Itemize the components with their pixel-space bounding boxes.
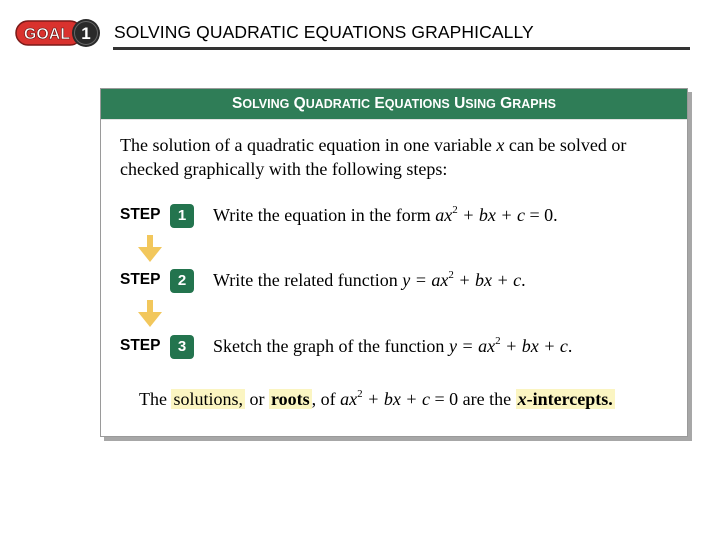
goal-label: GOAL bbox=[23, 26, 71, 43]
down-arrow-icon bbox=[137, 300, 163, 328]
highlight-solutions: solutions, bbox=[173, 389, 243, 409]
card-header-title: SOLVING QUADRATIC EQUATIONS USING GRAPHS bbox=[232, 95, 556, 112]
step-number-box: 3 bbox=[170, 335, 194, 359]
intro-variable: x bbox=[496, 135, 505, 155]
page-title: SOLVING QUADRATIC EQUATIONS GRAPHICALLY bbox=[114, 22, 534, 42]
step-number-box: 2 bbox=[170, 269, 194, 293]
intro-text-2: can be solved or checked graphically with the following steps: bbox=[120, 135, 627, 179]
step-number-box: 1 bbox=[170, 204, 194, 228]
step-text: Write the related function $y = ax^2$ + bx + c. bbox=[213, 269, 526, 290]
step-label: STEP bbox=[120, 271, 161, 288]
step-label: STEP bbox=[120, 337, 161, 354]
highlight-roots: roots bbox=[271, 389, 310, 409]
content-card bbox=[100, 88, 688, 437]
step-text: Sketch the graph of the function $y = ax^2$ + bx + c. bbox=[213, 335, 573, 356]
header-divider bbox=[101, 119, 687, 120]
step-text: Write the equation in the form $ax^2$ + bx + c = 0. bbox=[213, 204, 558, 225]
goal-number: 1 bbox=[81, 24, 91, 43]
conclusion-text: The solutions, or roots , of $ax^2$ + bx + c = 0 are the x-intercepts. bbox=[139, 388, 613, 409]
step-label: STEP bbox=[120, 206, 161, 223]
intro-paragraph bbox=[120, 133, 680, 181]
highlight-x-intercepts: x-intercepts. bbox=[517, 389, 613, 409]
intro-text-1: The solution of a quadratic equation in one variable bbox=[120, 135, 497, 155]
down-arrow-icon bbox=[137, 235, 163, 263]
goal-badge bbox=[15, 18, 101, 48]
card-header bbox=[101, 89, 687, 119]
title-underline bbox=[113, 47, 690, 50]
